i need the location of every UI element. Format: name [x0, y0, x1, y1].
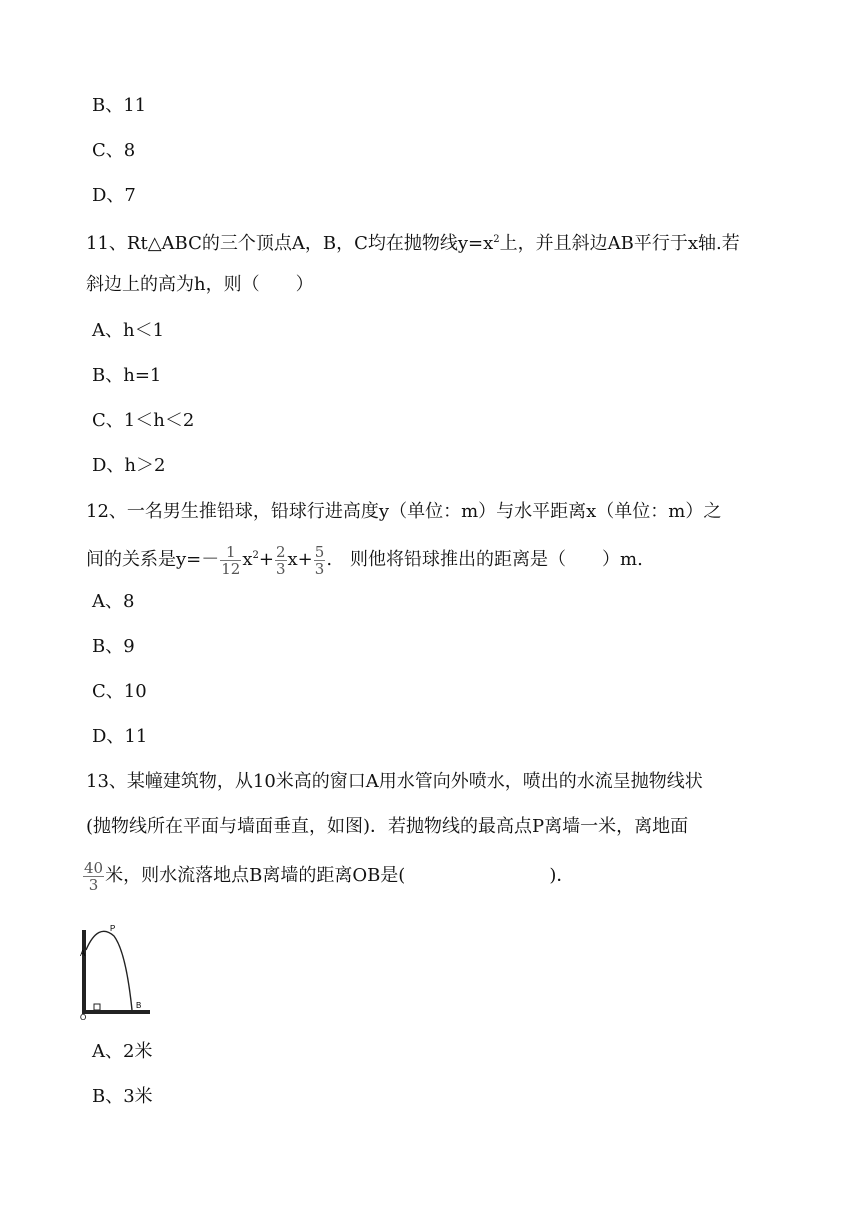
- q11-option-c: C、1＜h＜2: [92, 410, 195, 431]
- q12-equation-start: 间的关系是y=－: [86, 549, 220, 570]
- label-p: P: [110, 924, 116, 933]
- label-a: A: [80, 949, 86, 958]
- q13-fraction-40-3: [83, 860, 104, 893]
- q10-option-d: D、7: [92, 185, 136, 206]
- q13-option-b: B、3米: [92, 1086, 153, 1107]
- q13-stem-line2: (抛物线所在平面与墙面垂直，如图)．若抛物线的最高点P离墙一米，离地面: [86, 816, 689, 837]
- q12-x-squared: x: [242, 549, 253, 570]
- q12-option-b: B、9: [92, 636, 135, 657]
- fraction-numerator: 5: [314, 542, 325, 561]
- q12-exponent: 2: [252, 550, 259, 561]
- q10-option-c: C、8: [92, 140, 136, 161]
- q13-stem-line3: [82, 856, 574, 896]
- q11-stem-line1: [86, 228, 740, 256]
- q12-stem-end: . 则他将铅球推出的距离是（ ）m.: [326, 549, 643, 570]
- fraction-numerator: 40: [84, 858, 104, 877]
- q11-stem-part2: 上，并且斜边AB平行于x轴.若: [499, 233, 740, 254]
- fraction-numerator: 1: [220, 544, 241, 561]
- fraction-numerator: 2: [275, 542, 286, 561]
- q11-stem-line2: 斜边上的高为h，则（ ）: [86, 274, 314, 295]
- wall: [82, 930, 86, 1014]
- ground: [82, 1010, 150, 1014]
- q10-option-b: B、11: [92, 95, 147, 116]
- q13-stem-line3-text: 米，则水流落地点B离墙的距离OB是( )．: [105, 865, 575, 886]
- fraction-denominator: 3: [314, 559, 325, 578]
- q11-option-a: A、h＜1: [92, 320, 165, 341]
- q12-stem-line2: [86, 540, 643, 577]
- fraction-denominator: 3: [88, 875, 99, 894]
- q12-x-plus: x+: [287, 549, 313, 570]
- q12-fraction-2-3: [275, 544, 287, 577]
- q12-option-c: C、10: [92, 681, 147, 702]
- label-o: O: [80, 1013, 87, 1022]
- q13-option-a: A、2米: [92, 1041, 153, 1062]
- label-b: B: [136, 1001, 142, 1010]
- q11-option-d: D、h＞2: [92, 455, 166, 476]
- q11-exponent: 2: [493, 234, 500, 245]
- q13-parabola-figure: [80, 922, 156, 1022]
- q12-option-a: A、8: [92, 591, 135, 612]
- q11-option-b: B、h=1: [92, 365, 162, 386]
- q12-fraction-5-3: [314, 544, 326, 577]
- q12-plus: +: [258, 549, 274, 570]
- q12-stem-line1: 12、一名男生推铅球，铅球行进高度y（单位：m）与水平距离x（单位：m）之: [86, 501, 722, 522]
- fraction-denominator: 12: [221, 559, 241, 578]
- q13-stem-line1: 13、某幢建筑物，从10米高的窗口A用水管向外喷水，喷出的水流呈抛物线状: [86, 771, 703, 792]
- q12-option-d: D、11: [92, 726, 148, 747]
- fraction-denominator: 3: [275, 559, 286, 578]
- water-parabola: [86, 931, 132, 1010]
- right-angle-mark: [94, 1004, 100, 1010]
- q12-fraction-1-12: [220, 544, 241, 577]
- q11-stem-part1: 11、Rt△ABC的三个顶点A，B，C均在抛物线y=x: [86, 233, 494, 254]
